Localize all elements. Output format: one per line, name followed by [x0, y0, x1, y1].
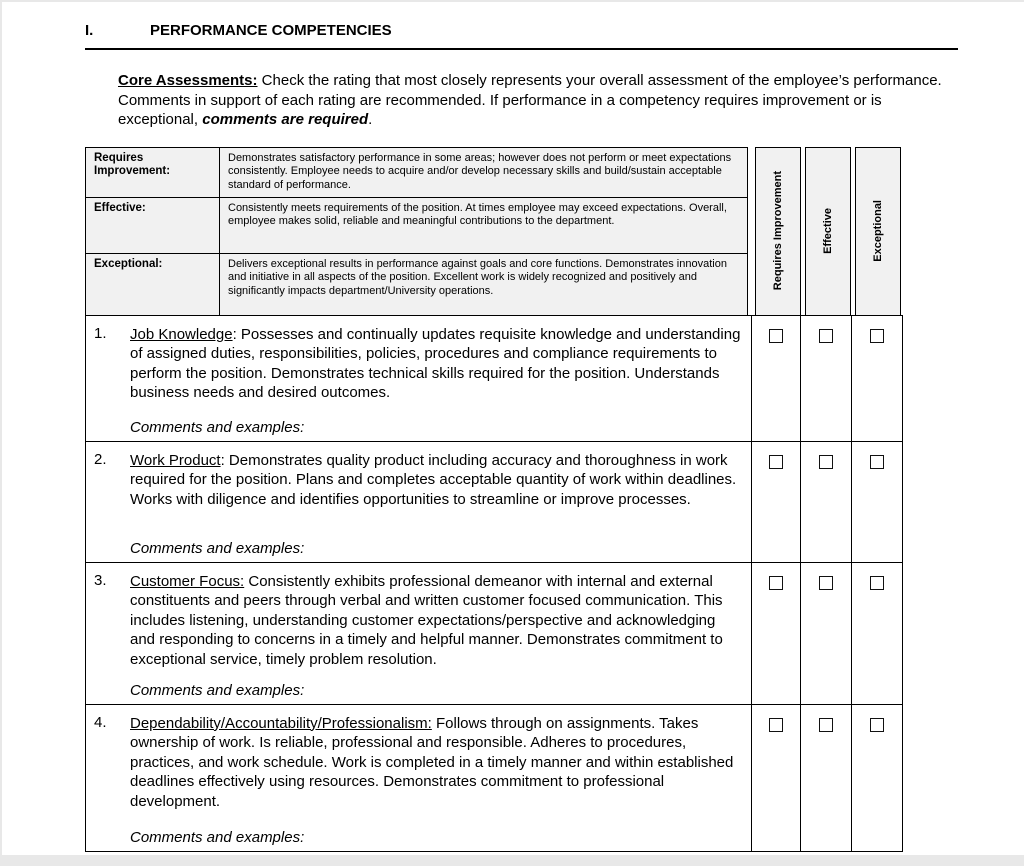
checkbox-dependability-effective[interactable]: [819, 718, 833, 732]
competency-text: Follows through on assignments. Takes ownership of work. Is reliable, professional and responsible. Adheres to procedures, practices, and work schedule. Work is completed in a timely manner and within established deadlines effectively using resources. Demonstrates commitment to professional development.: [130, 714, 734, 810]
rating-cell-effective: [801, 562, 852, 704]
column-header-label: Exceptional: [872, 200, 884, 262]
rating-definitions-block: [85, 147, 903, 316]
rating-cell-requires-improvement: [752, 704, 801, 851]
column-header-exceptional: [855, 147, 901, 316]
rating-cell-exceptional: [852, 562, 903, 704]
rating-cell-effective: [801, 315, 852, 441]
rating-cell-effective: [801, 704, 852, 851]
comments-label: Comments and examples:: [130, 828, 305, 846]
rating-cell-effective: [801, 441, 852, 562]
competency-cell-work-product: [86, 441, 752, 562]
competency-text: Consistently exhibits professional demeanor with internal and external constituents and peers through verbal and written customer focused communication. This includes listening, understanding customer expectations/perspective and acknowledging and responding to concerns in a timely and helpful manner. Demonstrates commitment to exceptional service, timely problem resolution.: [130, 572, 723, 668]
checkbox-work-product-exceptional[interactable]: [870, 455, 884, 469]
competency-cell-job-knowledge: [86, 315, 752, 441]
document-page: [2, 2, 1024, 855]
intro-body-2: .: [368, 111, 373, 128]
competency-title: Customer Focus:: [130, 572, 245, 590]
rating-cell-requires-improvement: [752, 562, 801, 704]
comments-label: Comments and examples:: [130, 418, 305, 436]
competency-number: 4.: [94, 713, 107, 731]
definition-row-requires-improvement: [86, 147, 748, 197]
column-header-label: Requires Improvement: [772, 171, 784, 291]
checkbox-job-knowledge-requires-improvement[interactable]: [769, 329, 783, 343]
table-row: [86, 704, 903, 851]
definition-row-effective: [86, 197, 748, 253]
definition-row-exceptional: [86, 253, 748, 315]
section-number: I.: [85, 22, 94, 39]
section-header: [85, 22, 958, 50]
competency-number: 2.: [94, 450, 107, 468]
rating-cell-requires-improvement: [752, 315, 801, 441]
competencies-table: [85, 315, 903, 852]
definition-text: Demonstrates satisfactory performance in some areas; however does not perform or meet expectations consistently. Employee needs to acquire and/or develop necessary skills and build/sustain acceptable standard of performance.: [220, 147, 748, 197]
table-row: [86, 315, 903, 441]
competency-title: Work Product: [130, 451, 221, 469]
intro-paragraph: [118, 71, 945, 130]
checkbox-work-product-effective[interactable]: [819, 455, 833, 469]
checkbox-work-product-requires-improvement[interactable]: [769, 455, 783, 469]
checkbox-job-knowledge-exceptional[interactable]: [870, 329, 884, 343]
competency-cell-customer-focus: [86, 562, 752, 704]
table-row: [86, 562, 903, 704]
competency-title: Dependability/Accountability/Professionalism:: [130, 714, 432, 732]
rating-cell-exceptional: [852, 704, 903, 851]
table-row: [86, 441, 903, 562]
column-header-requires-improvement: [755, 147, 801, 316]
checkbox-customer-focus-effective[interactable]: [819, 576, 833, 590]
comments-label: Comments and examples:: [130, 539, 305, 557]
competency-description: [130, 325, 741, 403]
checkbox-customer-focus-requires-improvement[interactable]: [769, 576, 783, 590]
competency-description: [130, 572, 741, 670]
rating-cell-exceptional: [852, 315, 903, 441]
rating-column-headers: [755, 147, 901, 316]
definition-text: Delivers exceptional results in performance against goals and core functions. Demonstrates innovation and initiative in all aspects of the position. Excellent work is widely recognized and positively and significantly impacts department/University operations.: [220, 253, 748, 315]
checkbox-customer-focus-exceptional[interactable]: [870, 576, 884, 590]
rating-cell-requires-improvement: [752, 441, 801, 562]
column-header-effective: [805, 147, 851, 316]
column-header-label: Effective: [822, 208, 834, 254]
definition-label: Exceptional:: [86, 253, 220, 315]
rating-cell-exceptional: [852, 441, 903, 562]
competency-description: [130, 714, 741, 812]
definition-text: Consistently meets requirements of the position. At times employee may exceed expectations. Overall, employee makes solid, reliable and meaningful contributions to the department.: [220, 197, 748, 253]
competency-number: 3.: [94, 571, 107, 589]
section-title: PERFORMANCE COMPETENCIES: [150, 22, 392, 39]
competency-text: : Possesses and continually updates requisite knowledge and understanding of assigned duties, responsibilities, policies, procedures and compliance requirements to perform the position. Demonstrates technical skills required for the position. Understands business needs and desired outcomes.: [130, 325, 741, 401]
competency-number: 1.: [94, 324, 107, 342]
rating-definitions-table: [85, 147, 748, 316]
competency-title: Job Knowledge: [130, 325, 233, 343]
competency-text: : Demonstrates quality product including accuracy and thoroughness in work required for the position. Plans and completes acceptable quantity of work within deadlines. Works with diligence and identifies opportunities to streamline or improve processes.: [130, 451, 737, 508]
intro-emphasis: comments are required: [202, 111, 369, 128]
checkbox-dependability-exceptional[interactable]: [870, 718, 884, 732]
checkbox-dependability-requires-improvement[interactable]: [769, 718, 783, 732]
checkbox-job-knowledge-effective[interactable]: [819, 329, 833, 343]
definition-label: Effective:: [86, 197, 220, 253]
intro-body-1: Check the rating that most closely represents your overall assessment of the employee’s performance. Comments in support of each rating are recommended. If performance in a competency requires improvement or is exceptional,: [118, 72, 942, 128]
comments-label: Comments and examples:: [130, 681, 305, 699]
intro-lead: Core Assessments:: [118, 72, 258, 89]
competency-cell-dependability: [86, 704, 752, 851]
competency-description: [130, 451, 741, 510]
definition-label: Requires Improvement:: [86, 147, 220, 197]
page-content: [2, 2, 1024, 852]
